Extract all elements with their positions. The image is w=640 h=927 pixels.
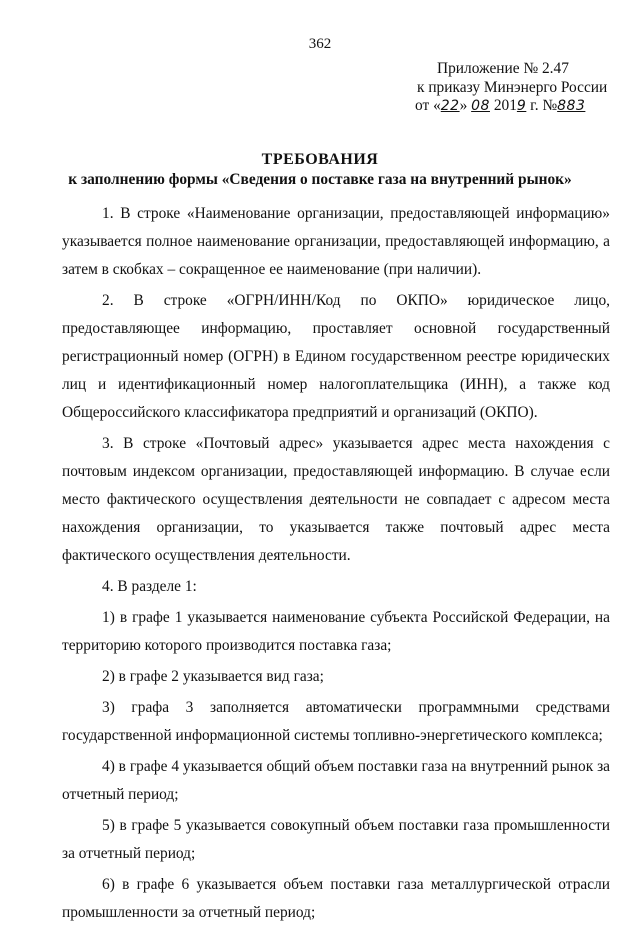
annex-date-line <box>415 97 615 116</box>
paragraph-4-item-4: 4) в графе 4 указывается общий объем поставки газа на внутренний рынок за отчетный период; <box>62 758 610 803</box>
paragraph-4-item-5: 5) в графе 5 указывается совокупный объем поставки газа промышленности за отчетный период; <box>62 817 610 862</box>
document-body <box>62 200 610 927</box>
handwritten-year-digit: 9 <box>516 98 527 114</box>
paragraph-4: 4. В разделе 1: <box>102 578 197 595</box>
paragraph-3: 3. В строке «Почтовый адрес» указывается адрес места нахождения с почтовым индексом организации, предоставляющей информацию. В случае если место фактического осуществления деятельности не совпадает с адресом места нахождения организации, то указывается также почтовый адрес места фактического осуществления деятельности. <box>62 435 610 564</box>
handwritten-month: 08 <box>471 98 490 114</box>
paragraph-1: 1. В строке «Наименование организации, предоставляющей информацию» указывается полное наименование организации, предоставляющей информацию, а затем в скобках – сокращенное ее наименование (при наличии). <box>62 205 610 278</box>
date-mid: » <box>459 97 472 114</box>
document-title: ТРЕБОВАНИЯ <box>261 151 379 168</box>
annex-header <box>415 60 615 116</box>
paragraph-4-item-2: 2) в графе 2 указывается вид газа; <box>102 668 324 685</box>
year-prefix: 201 <box>489 97 517 114</box>
annex-order-reference: к приказу Минэнерго России <box>417 78 608 96</box>
paragraph-4-item-1: 1) в графе 1 указывается наименование субъекта Российской Федерации, на территорию которого производится поставка газа; <box>62 609 610 654</box>
paragraph-4-item-3: 3) графа 3 заполняется автоматически программными средствами государственной информационной системы топливно-энергетического комплекса; <box>62 699 610 744</box>
paragraph-2: 2. В строке «ОГРН/ИНН/Код по ОКПО» юридическое лицо, предоставляющее информацию, проставляет основной государственный регистрационный номер (ОГРН) в Едином государственном реестре юридических лиц и идентификационный номер налогоплательщика (ИНН), а также код Общероссийского классификатора предприятий и организаций (ОКПО). <box>62 292 610 421</box>
handwritten-day: 22 <box>440 98 460 114</box>
page-number: 362 <box>308 36 332 52</box>
document-title-block <box>0 150 640 189</box>
date-suffix: г. № <box>526 97 558 114</box>
paragraph-4-item-6: 6) в графе 6 указывается объем поставки газа металлургической отрасли промышленности за отчетный период; <box>62 876 610 921</box>
annex-title: Приложение № 2.47 <box>437 60 569 77</box>
handwritten-order-number: 883 <box>557 98 586 114</box>
document-subtitle: к заполнению формы «Сведения о поставке газа на внутренний рынок» <box>68 171 572 188</box>
date-prefix: от « <box>415 97 441 114</box>
